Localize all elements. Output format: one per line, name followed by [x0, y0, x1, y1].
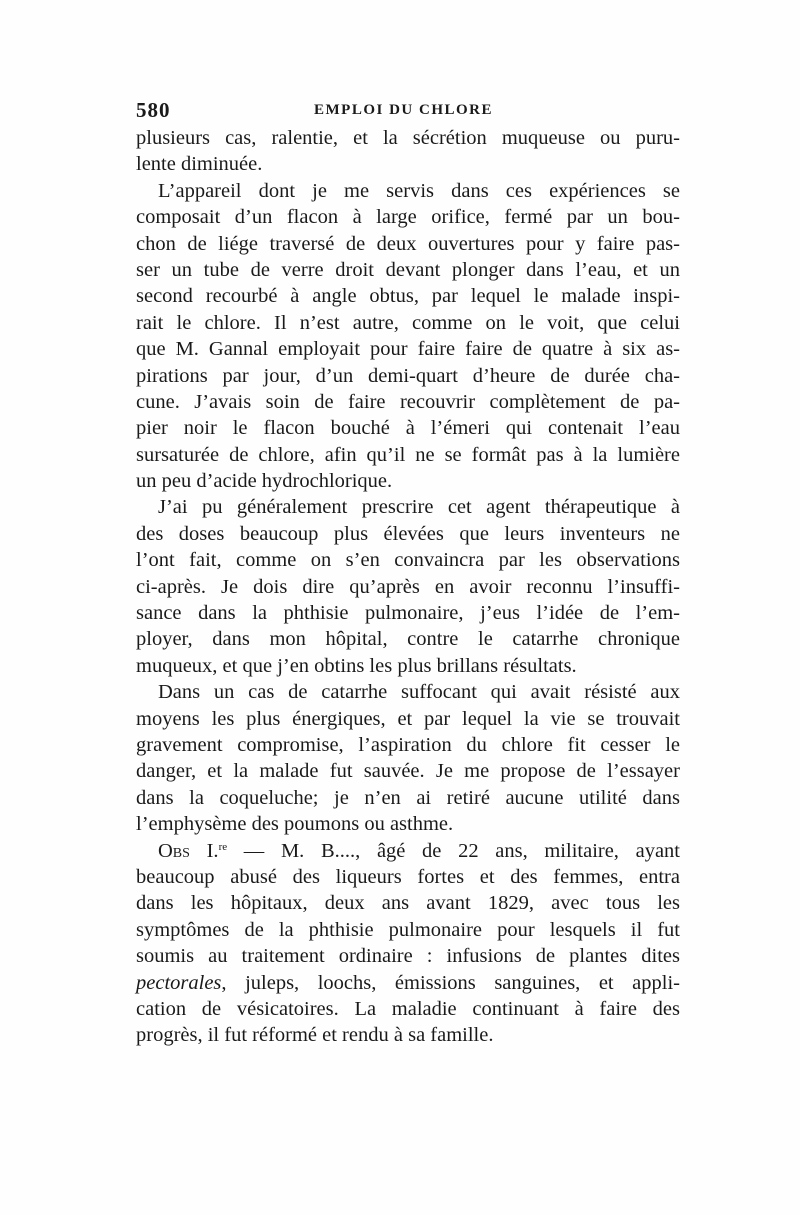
obs-number: I.	[206, 839, 219, 862]
italic-line-rest: , juleps, loochs, émissions sanguines, et appli-	[221, 971, 680, 994]
text-line: L’appareil dont je me servis dans ces expériences se	[158, 179, 680, 202]
obs-label: Obs	[158, 839, 190, 862]
text-line: dans la coqueluche; je n’en ai retiré aucune utilité dans	[136, 786, 680, 809]
text-line: beaucoup abusé des liqueurs fortes et des femmes, entra	[136, 865, 680, 888]
text-line: cune. J’avais soin de faire recouvrir complètement de pa-	[136, 390, 680, 413]
text-line: Dans un cas de catarrhe suffocant qui avait résisté aux	[158, 681, 680, 704]
text-line: sance dans la phthisie pulmonaire, j’eus l’idée de l’em-	[136, 602, 680, 625]
text-line: lente diminuée.	[136, 153, 263, 176]
text-line: moyens les plus énergiques, et par lequel la vie se trouvait	[136, 707, 680, 730]
running-head	[136, 98, 680, 122]
text-line: pier noir le flacon bouché à l’émeri qui contenait l’eau	[136, 417, 680, 440]
text-line: des doses beaucoup plus élevées que leurs inventeurs ne	[136, 522, 680, 545]
text-line: muqueux, et que j’en obtins les plus brillans résultats.	[136, 654, 577, 677]
text-line: plusieurs cas, ralentie, et la sécrétion muqueuse ou puru-	[136, 127, 680, 149]
text-line: symptômes de la phthisie pulmonaire pour lesquels il fut	[136, 918, 680, 941]
body-text	[136, 125, 680, 1049]
text-line: gravement compromise, l’aspiration du chlore fit cesser le	[136, 733, 680, 756]
text-line: sursaturée de chlore, afin qu’il ne se formât pas à la lumière	[136, 443, 680, 466]
text-line: cation de vésicatoires. La maladie continuant à faire des	[136, 997, 680, 1020]
observation-heading-line	[136, 838, 680, 864]
text-line: que M. Gannal employait pour faire faire de quatre à six as-	[136, 338, 680, 361]
obs-superscript: re	[218, 840, 228, 853]
running-title: EMPLOI DU CHLORE	[314, 102, 494, 118]
text-line: danger, et la malade fut sauvée. Je me propose de l’essayer	[136, 760, 680, 783]
text-line: composait d’un flacon à large orifice, fermé par un bou-	[136, 206, 680, 229]
text-line: l’emphysème des poumons ou asthme.	[136, 813, 454, 836]
text-line-italic	[136, 970, 680, 996]
text-line: progrès, il fut réformé et rendu à sa famille.	[136, 1024, 494, 1047]
text-line: pirations par jour, d’un demi-quart d’heure de durée cha-	[136, 364, 680, 387]
text-line: ployer, dans mon hôpital, contre le catarrhe chronique	[136, 628, 680, 651]
text-line: soumis au traitement ordinaire : infusions de plantes dites	[136, 945, 680, 968]
text-line: l’ont fait, comme on s’en convaincra par les observations	[136, 549, 680, 572]
italic-term: pectorales	[136, 971, 222, 994]
text-line: ci-après. Je dois dire qu’après en avoir reconnu l’insuffi-	[136, 575, 680, 598]
text-line: J’ai pu généralement prescrire cet agent thérapeutique à	[158, 496, 680, 519]
text-line: second recourbé à angle obtus, par lequel le malade inspi-	[136, 285, 680, 308]
text-line: ser un tube de verre droit devant plonger dans l’eau, et un	[136, 258, 680, 281]
text-line: rait le chlore. Il n’est autre, comme on le voit, que celui	[136, 311, 680, 334]
text-line: dans les hôpitaux, deux ans avant 1829, avec tous les	[136, 892, 680, 915]
obs-text: — M. B...., âgé de 22 ans, militaire, ayant	[243, 839, 680, 862]
page-number: 580	[136, 98, 171, 122]
text-line: chon de liége traversé de deux ouvertures pour y faire pas-	[136, 232, 680, 255]
text-line: un peu d’acide hydrochlorique.	[136, 470, 393, 493]
